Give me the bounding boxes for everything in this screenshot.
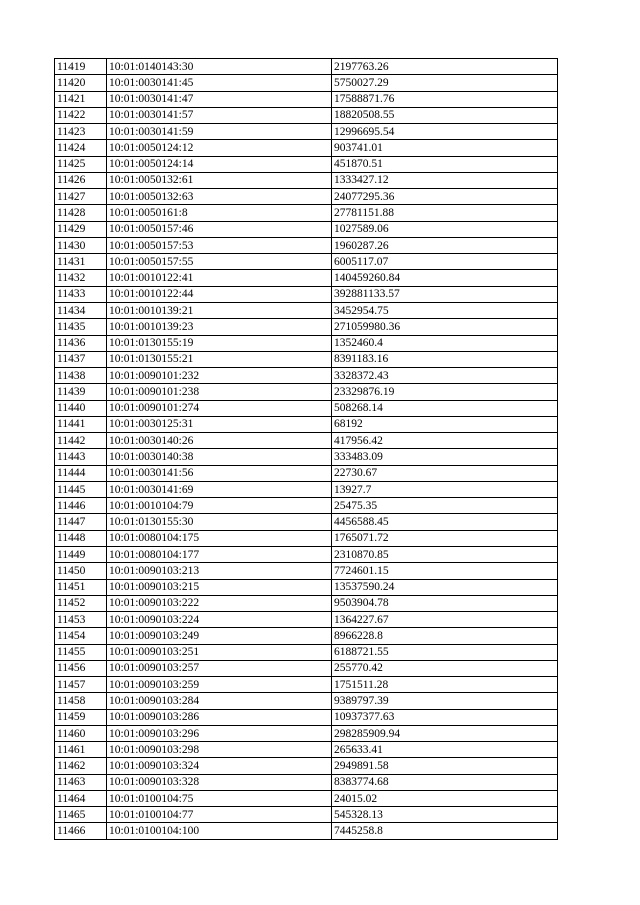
row-number-cell: 11454 (55, 628, 107, 644)
row-number-cell: 11419 (55, 59, 107, 75)
value-cell: 24015.02 (332, 790, 558, 806)
value-cell: 2197763.26 (332, 59, 558, 75)
table-row (55, 384, 558, 400)
cadastral-number-cell: 10:01:0130155:19 (107, 335, 332, 351)
cadastral-number-cell: 10:01:0030141:47 (107, 91, 332, 107)
value-cell: 10937377.63 (332, 709, 558, 725)
cadastral-number-cell: 10:01:0100104:75 (107, 790, 332, 806)
value-cell: 9503904.78 (332, 595, 558, 611)
row-number-cell: 11430 (55, 237, 107, 253)
value-cell: 1352460.4 (332, 335, 558, 351)
table-row (55, 91, 558, 107)
cadastral-number-cell: 10:01:0090103:213 (107, 563, 332, 579)
value-cell: 508268.14 (332, 400, 558, 416)
table-row (55, 416, 558, 432)
table-row (55, 644, 558, 660)
table-row (55, 368, 558, 384)
row-number-cell: 11443 (55, 449, 107, 465)
cadastral-number-cell: 10:01:0090103:249 (107, 628, 332, 644)
table-row (55, 677, 558, 693)
value-cell: 13537590.24 (332, 579, 558, 595)
table-row (55, 481, 558, 497)
value-cell: 24077295.36 (332, 189, 558, 205)
cadastral-number-cell: 10:01:0090103:328 (107, 774, 332, 790)
value-cell: 298285909.94 (332, 725, 558, 741)
row-number-cell: 11462 (55, 758, 107, 774)
value-cell: 8391183.16 (332, 351, 558, 367)
cadastral-number-cell: 10:01:0130155:21 (107, 351, 332, 367)
cadastral-number-cell: 10:01:0090103:215 (107, 579, 332, 595)
row-number-cell: 11452 (55, 595, 107, 611)
cadastral-number-cell: 10:01:0050157:53 (107, 237, 332, 253)
table-row (55, 400, 558, 416)
row-number-cell: 11421 (55, 91, 107, 107)
row-number-cell: 11422 (55, 107, 107, 123)
row-number-cell: 11423 (55, 124, 107, 140)
cadastral-number-cell: 10:01:0030141:45 (107, 75, 332, 91)
table-row (55, 156, 558, 172)
table-body (55, 59, 558, 840)
row-number-cell: 11426 (55, 172, 107, 188)
data-table (54, 58, 558, 840)
cadastral-number-cell: 10:01:0090101:274 (107, 400, 332, 416)
cadastral-number-cell: 10:01:0050161:8 (107, 205, 332, 221)
cadastral-number-cell: 10:01:0030125:31 (107, 416, 332, 432)
row-number-cell: 11447 (55, 514, 107, 530)
table-row (55, 807, 558, 823)
cadastral-number-cell: 10:01:0010139:23 (107, 319, 332, 335)
table-row (55, 465, 558, 481)
value-cell: 1333427.12 (332, 172, 558, 188)
table-row (55, 433, 558, 449)
row-number-cell: 11429 (55, 221, 107, 237)
table-row (55, 449, 558, 465)
value-cell: 417956.42 (332, 433, 558, 449)
table-row (55, 742, 558, 758)
row-number-cell: 11440 (55, 400, 107, 416)
value-cell: 22730.67 (332, 465, 558, 481)
row-number-cell: 11456 (55, 660, 107, 676)
row-number-cell: 11441 (55, 416, 107, 432)
row-number-cell: 11445 (55, 481, 107, 497)
cadastral-number-cell: 10:01:0130155:30 (107, 514, 332, 530)
cadastral-number-cell: 10:01:0140143:30 (107, 59, 332, 75)
value-cell: 12996695.54 (332, 124, 558, 140)
table-row (55, 351, 558, 367)
row-number-cell: 11453 (55, 612, 107, 628)
row-number-cell: 11432 (55, 270, 107, 286)
cadastral-number-cell: 10:01:0090103:298 (107, 742, 332, 758)
row-number-cell: 11450 (55, 563, 107, 579)
table-row (55, 774, 558, 790)
table-row (55, 498, 558, 514)
table-row (55, 124, 558, 140)
cadastral-number-cell: 10:01:0010122:41 (107, 270, 332, 286)
value-cell: 8383774.68 (332, 774, 558, 790)
row-number-cell: 11437 (55, 351, 107, 367)
cadastral-number-cell: 10:01:0090103:259 (107, 677, 332, 693)
value-cell: 265633.41 (332, 742, 558, 758)
value-cell: 17588871.76 (332, 91, 558, 107)
cadastral-number-cell: 10:01:0010139:21 (107, 302, 332, 318)
value-cell: 6188721.55 (332, 644, 558, 660)
table-row (55, 221, 558, 237)
cadastral-number-cell: 10:01:0080104:177 (107, 546, 332, 562)
value-cell: 451870.51 (332, 156, 558, 172)
row-number-cell: 11439 (55, 384, 107, 400)
value-cell: 1751511.28 (332, 677, 558, 693)
value-cell: 255770.42 (332, 660, 558, 676)
table-row (55, 595, 558, 611)
table-row (55, 270, 558, 286)
row-number-cell: 11457 (55, 677, 107, 693)
cadastral-number-cell: 10:01:0030140:26 (107, 433, 332, 449)
value-cell: 1364227.67 (332, 612, 558, 628)
value-cell: 68192 (332, 416, 558, 432)
row-number-cell: 11428 (55, 205, 107, 221)
row-number-cell: 11436 (55, 335, 107, 351)
cadastral-number-cell: 10:01:0050132:61 (107, 172, 332, 188)
value-cell: 4456588.45 (332, 514, 558, 530)
cadastral-number-cell: 10:01:0050124:12 (107, 140, 332, 156)
table-row (55, 172, 558, 188)
table-row (55, 790, 558, 806)
value-cell: 333483.09 (332, 449, 558, 465)
row-number-cell: 11438 (55, 368, 107, 384)
table-row (55, 205, 558, 221)
table-row (55, 319, 558, 335)
row-number-cell: 11466 (55, 823, 107, 839)
cadastral-number-cell: 10:01:0100104:77 (107, 807, 332, 823)
value-cell: 18820508.55 (332, 107, 558, 123)
table-row (55, 758, 558, 774)
table-row (55, 286, 558, 302)
cadastral-number-cell: 10:01:0010122:44 (107, 286, 332, 302)
table-row (55, 514, 558, 530)
table-row (55, 628, 558, 644)
row-number-cell: 11420 (55, 75, 107, 91)
value-cell: 2310870.85 (332, 546, 558, 562)
cadastral-number-cell: 10:01:0090103:324 (107, 758, 332, 774)
row-number-cell: 11461 (55, 742, 107, 758)
table-row (55, 579, 558, 595)
cadastral-number-cell: 10:01:0090103:257 (107, 660, 332, 676)
value-cell: 7724601.15 (332, 563, 558, 579)
table-row (55, 140, 558, 156)
table-row (55, 660, 558, 676)
row-number-cell: 11444 (55, 465, 107, 481)
row-number-cell: 11427 (55, 189, 107, 205)
row-number-cell: 11442 (55, 433, 107, 449)
row-number-cell: 11459 (55, 709, 107, 725)
row-number-cell: 11460 (55, 725, 107, 741)
cadastral-number-cell: 10:01:0090103:286 (107, 709, 332, 725)
cadastral-number-cell: 10:01:0090103:284 (107, 693, 332, 709)
value-cell: 545328.13 (332, 807, 558, 823)
row-number-cell: 11431 (55, 254, 107, 270)
table-row (55, 612, 558, 628)
value-cell: 13927.7 (332, 481, 558, 497)
value-cell: 2949891.58 (332, 758, 558, 774)
value-cell: 7445258.8 (332, 823, 558, 839)
value-cell: 25475.35 (332, 498, 558, 514)
value-cell: 903741.01 (332, 140, 558, 156)
row-number-cell: 11435 (55, 319, 107, 335)
row-number-cell: 11465 (55, 807, 107, 823)
table-row (55, 693, 558, 709)
table-row (55, 59, 558, 75)
cadastral-number-cell: 10:01:0030141:57 (107, 107, 332, 123)
value-cell: 1765071.72 (332, 530, 558, 546)
cadastral-number-cell: 10:01:0030141:59 (107, 124, 332, 140)
value-cell: 8966228.8 (332, 628, 558, 644)
cadastral-number-cell: 10:01:0090101:232 (107, 368, 332, 384)
cadastral-number-cell: 10:01:0090101:238 (107, 384, 332, 400)
cadastral-number-cell: 10:01:0030141:69 (107, 481, 332, 497)
row-number-cell: 11448 (55, 530, 107, 546)
table-row (55, 75, 558, 91)
table-row (55, 725, 558, 741)
value-cell: 140459260.84 (332, 270, 558, 286)
table-row (55, 530, 558, 546)
cadastral-number-cell: 10:01:0010104:79 (107, 498, 332, 514)
value-cell: 23329876.19 (332, 384, 558, 400)
table-row (55, 189, 558, 205)
cadastral-number-cell: 10:01:0050124:14 (107, 156, 332, 172)
row-number-cell: 11464 (55, 790, 107, 806)
row-number-cell: 11424 (55, 140, 107, 156)
row-number-cell: 11451 (55, 579, 107, 595)
value-cell: 6005117.07 (332, 254, 558, 270)
cadastral-number-cell: 10:01:0090103:296 (107, 725, 332, 741)
row-number-cell: 11425 (55, 156, 107, 172)
value-cell: 3328372.43 (332, 368, 558, 384)
value-cell: 3452954.75 (332, 302, 558, 318)
table-row (55, 563, 558, 579)
value-cell: 1960287.26 (332, 237, 558, 253)
value-cell: 27781151.88 (332, 205, 558, 221)
value-cell: 1027589.06 (332, 221, 558, 237)
value-cell: 5750027.29 (332, 75, 558, 91)
table-row (55, 709, 558, 725)
table-row (55, 546, 558, 562)
table-row (55, 302, 558, 318)
table-row (55, 107, 558, 123)
value-cell: 392881133.57 (332, 286, 558, 302)
table-row (55, 254, 558, 270)
row-number-cell: 11433 (55, 286, 107, 302)
row-number-cell: 11434 (55, 302, 107, 318)
cadastral-number-cell: 10:01:0090103:222 (107, 595, 332, 611)
row-number-cell: 11463 (55, 774, 107, 790)
cadastral-number-cell: 10:01:0090103:251 (107, 644, 332, 660)
value-cell: 271059980.36 (332, 319, 558, 335)
cadastral-number-cell: 10:01:0050132:63 (107, 189, 332, 205)
cadastral-number-cell: 10:01:0030141:56 (107, 465, 332, 481)
cadastral-number-cell: 10:01:0090103:224 (107, 612, 332, 628)
table-row (55, 823, 558, 839)
row-number-cell: 11458 (55, 693, 107, 709)
table-row (55, 335, 558, 351)
value-cell: 9389797.39 (332, 693, 558, 709)
cadastral-number-cell: 10:01:0050157:55 (107, 254, 332, 270)
row-number-cell: 11455 (55, 644, 107, 660)
cadastral-number-cell: 10:01:0030140:38 (107, 449, 332, 465)
cadastral-number-cell: 10:01:0080104:175 (107, 530, 332, 546)
row-number-cell: 11446 (55, 498, 107, 514)
row-number-cell: 11449 (55, 546, 107, 562)
cadastral-number-cell: 10:01:0050157:46 (107, 221, 332, 237)
table-row (55, 237, 558, 253)
cadastral-number-cell: 10:01:0100104:100 (107, 823, 332, 839)
